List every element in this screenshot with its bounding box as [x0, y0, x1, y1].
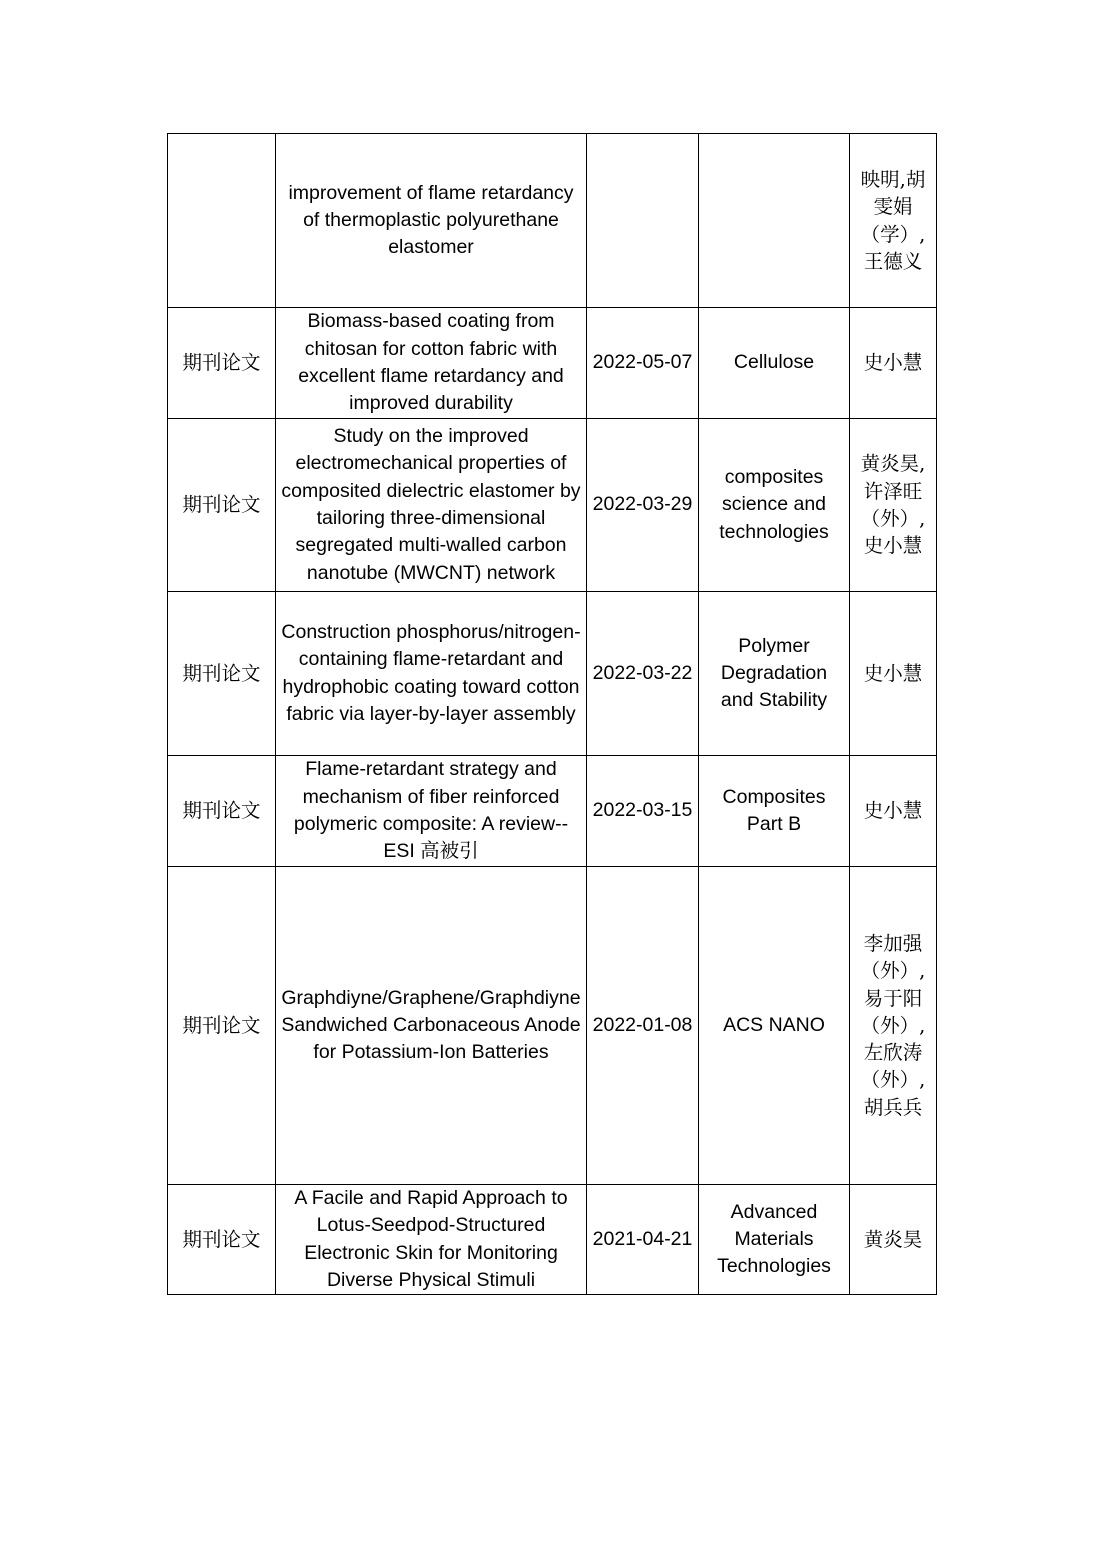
date-cell: 2021-04-21 [587, 1185, 699, 1295]
type-cell: 期刊论文 [168, 1185, 276, 1295]
authors-cell: 黄炎昊,许泽旺（外）,史小慧 [850, 419, 937, 592]
type-cell: 期刊论文 [168, 867, 276, 1185]
table-row [168, 308, 937, 419]
journal-cell: composites science and technologies [699, 419, 850, 592]
table-row [168, 756, 937, 867]
date-cell: 2022-03-15 [587, 756, 699, 867]
title-cell: A Facile and Rapid Approach to Lotus-Seedpod-Structured Electronic Skin for Monitoring Diverse Physical Stimuli [276, 1185, 587, 1295]
table-row [168, 867, 937, 1185]
date-cell: 2022-05-07 [587, 308, 699, 419]
type-cell: 期刊论文 [168, 419, 276, 592]
authors-cell: 李加强（外）,易于阳（外）,左欣涛（外）,胡兵兵 [850, 867, 937, 1185]
table-row [168, 1185, 937, 1295]
title-cell: Biomass-based coating from chitosan for cotton fabric with excellent flame retardancy and improved durability [276, 308, 587, 419]
title-cell: improvement of flame retardancy of thermoplastic polyurethane elastomer [276, 134, 587, 308]
type-cell [168, 134, 276, 308]
type-cell: 期刊论文 [168, 308, 276, 419]
date-cell: 2022-01-08 [587, 867, 699, 1185]
type-cell: 期刊论文 [168, 592, 276, 756]
authors-cell: 史小慧 [850, 308, 937, 419]
journal-cell: Advanced Materials Technologies [699, 1185, 850, 1295]
title-cell: Study on the improved electromechanical properties of composited dielectric elastomer by tailoring three-dimensional segregated multi-walled carbon nanotube (MWCNT) network [276, 419, 587, 592]
table-row [168, 419, 937, 592]
date-cell [587, 134, 699, 308]
date-cell: 2022-03-22 [587, 592, 699, 756]
table-row [168, 592, 937, 756]
journal-cell: ACS NANO [699, 867, 850, 1185]
table-row [168, 134, 937, 308]
authors-cell: 史小慧 [850, 756, 937, 867]
journal-cell: Composites Part B [699, 756, 850, 867]
authors-cell: 史小慧 [850, 592, 937, 756]
journal-cell: Cellulose [699, 308, 850, 419]
date-cell: 2022-03-29 [587, 419, 699, 592]
title-cell: Construction phosphorus/nitrogen-containing flame-retardant and hydrophobic coating toward cotton fabric via layer-by-layer assembly [276, 592, 587, 756]
type-cell: 期刊论文 [168, 756, 276, 867]
title-cell: Graphdiyne/Graphene/Graphdiyne Sandwiched Carbonaceous Anode for Potassium-Ion Batteries [276, 867, 587, 1185]
publications-table [167, 133, 937, 1295]
title-cell: Flame-retardant strategy and mechanism of fiber reinforced polymeric composite: A review--ESI 高被引 [276, 756, 587, 867]
authors-cell: 映明,胡雯娟（学）,王德义 [850, 134, 937, 308]
journal-cell: Polymer Degradation and Stability [699, 592, 850, 756]
journal-cell [699, 134, 850, 308]
authors-cell: 黄炎昊 [850, 1185, 937, 1295]
